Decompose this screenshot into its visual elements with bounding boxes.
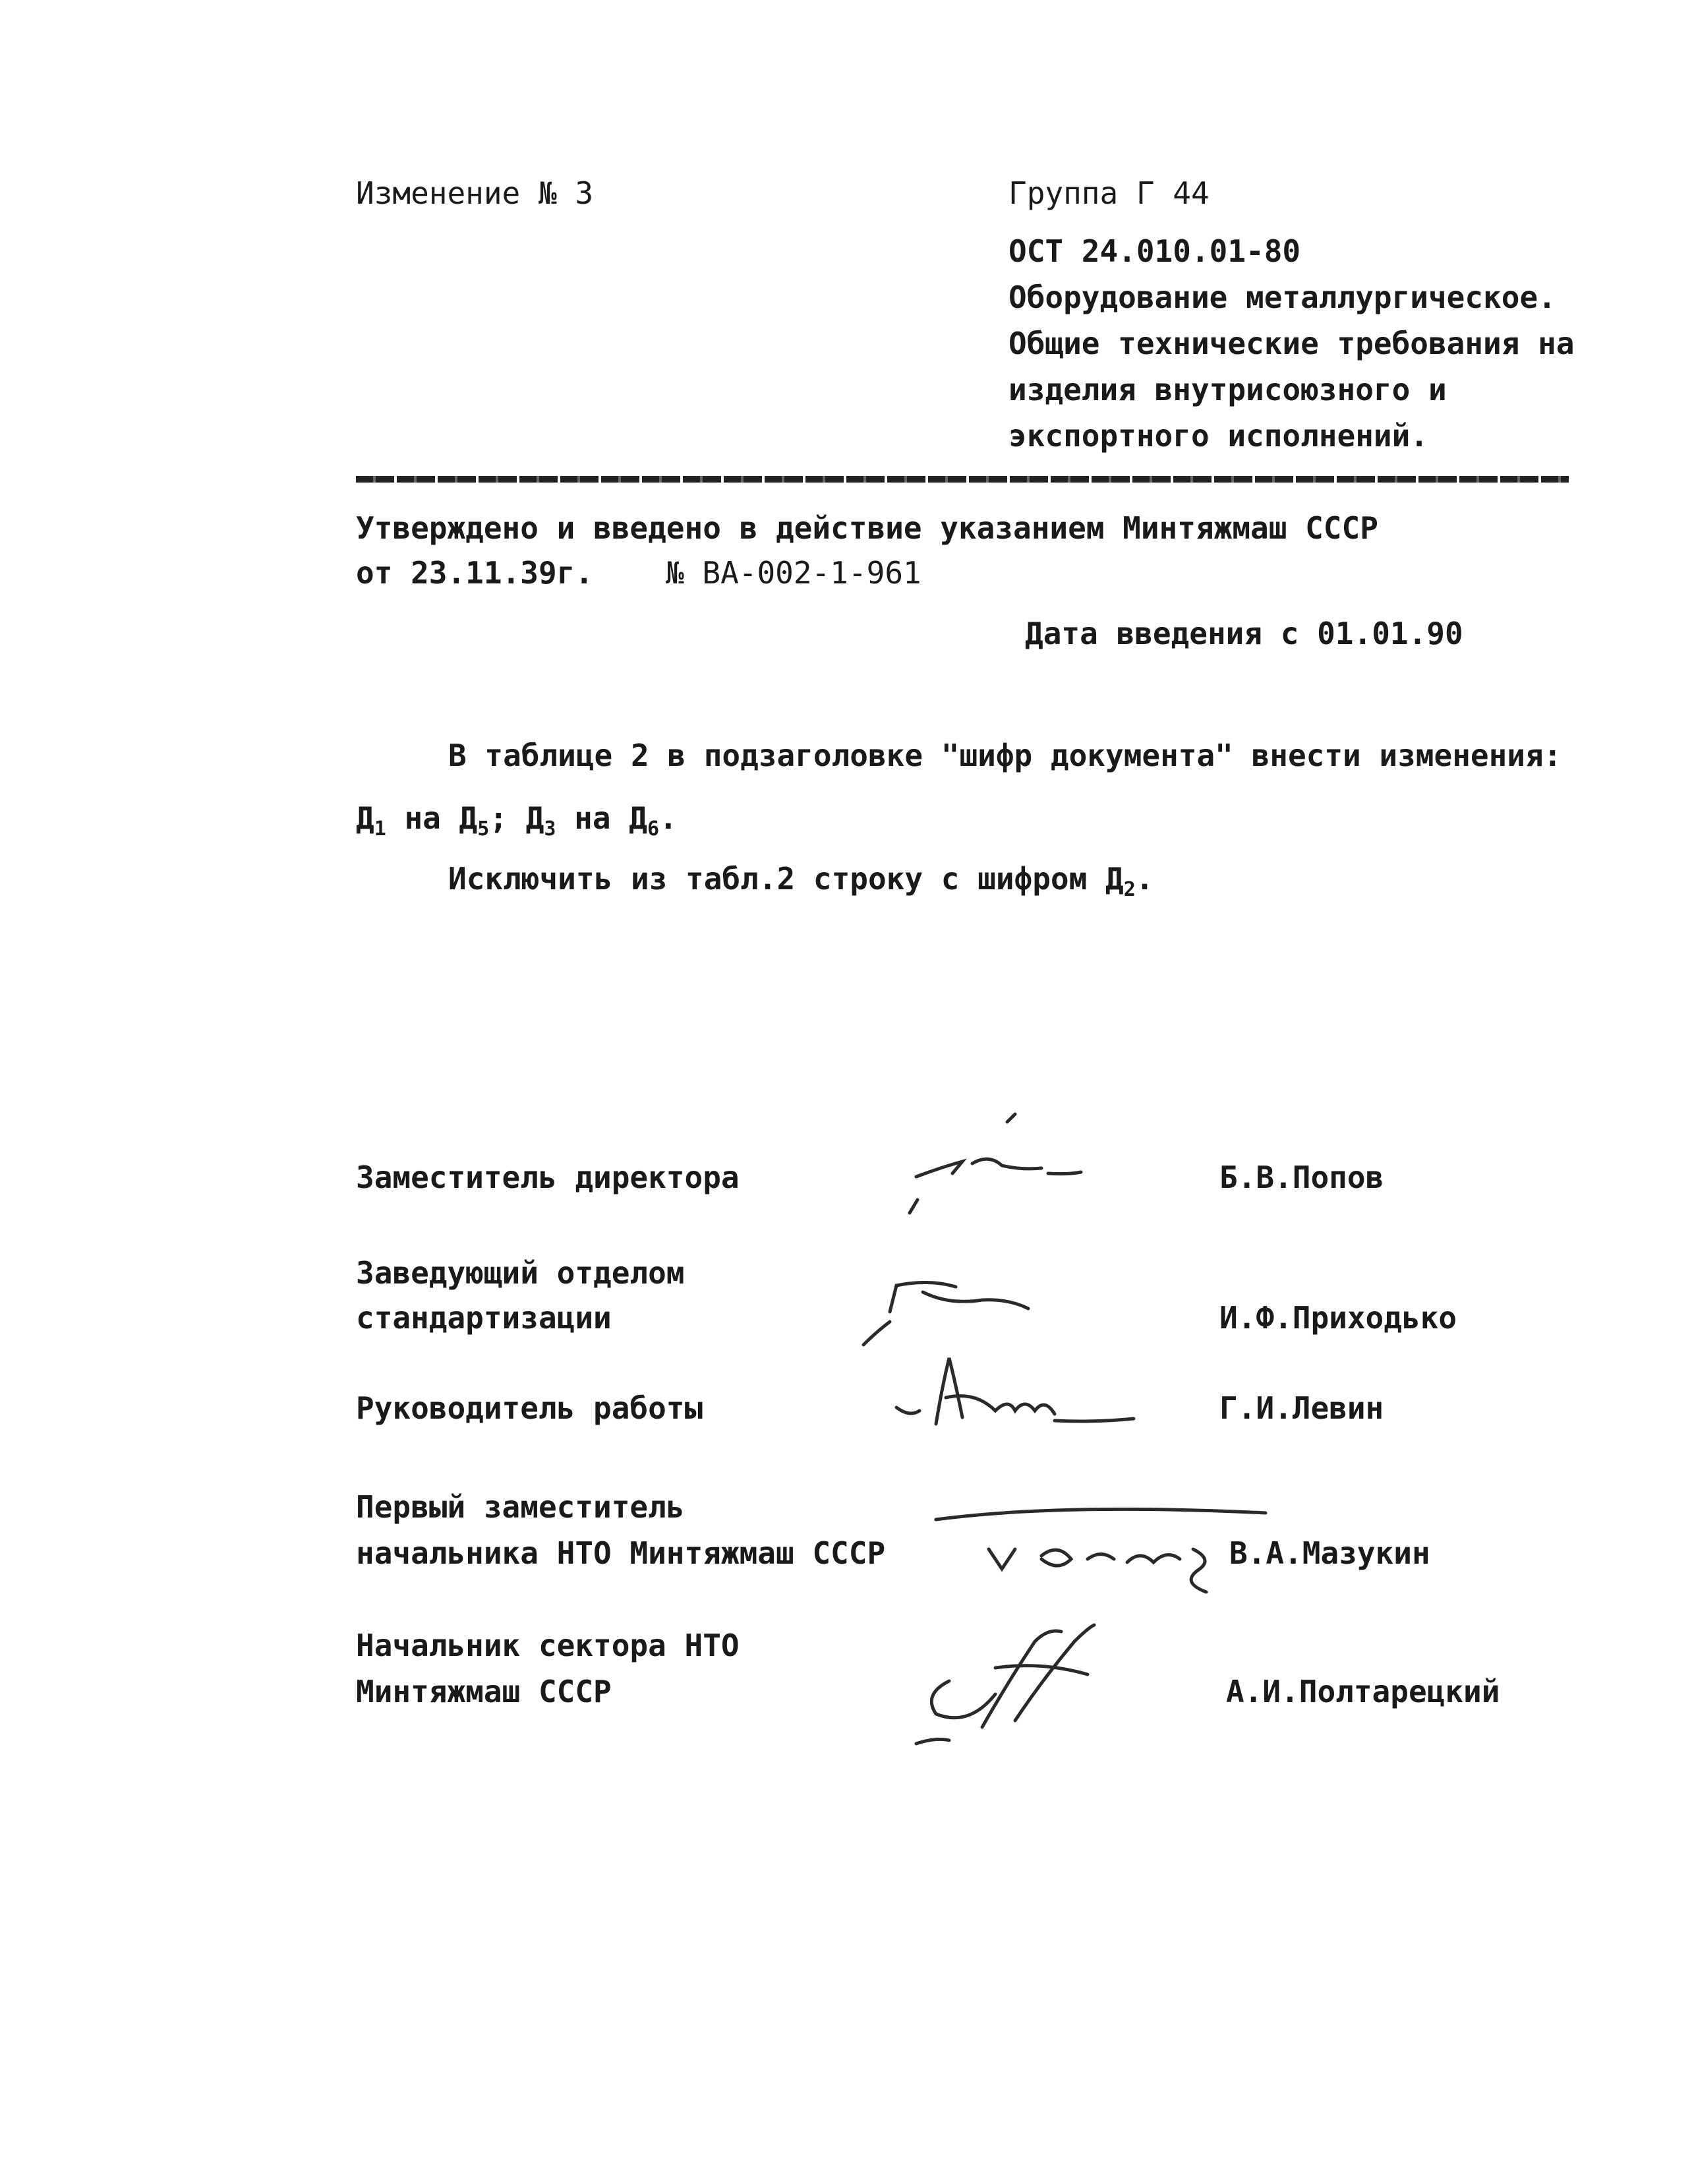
title-line-2: Общие технические требования на	[1008, 326, 1575, 361]
signer-3-name: Г.И.Левин	[1219, 1390, 1384, 1426]
change-paragraph: В таблице 2 в подзаголовке "шифр документа" внести изменения:	[448, 738, 1562, 773]
approval-number: № ВА-002-1-961	[666, 555, 921, 591]
signer-2-position-line-2: стандартизации	[356, 1300, 612, 1336]
approval-line: Утверждено и введено в действие указанием Минтяжмаш СССР	[356, 510, 1378, 546]
signer-5-position-line-1: Начальник сектора НТО	[356, 1628, 740, 1663]
change-replacements: $Д_1$ на $Д_5$; $Д_3$ на $Д_6$.	[356, 800, 678, 841]
signature-1-mark	[883, 1107, 1107, 1220]
signature-3-mark	[883, 1345, 1147, 1444]
effective-date: Дата введения с 01.01.90	[1025, 616, 1463, 651]
signature-4-mark	[929, 1496, 1272, 1602]
appendix-label: Изменение № 3	[356, 175, 594, 211]
approval-date: от 23.11.39г.	[356, 555, 594, 591]
signer-4-name: В.А.Мазукин	[1229, 1535, 1430, 1571]
signer-5-position-line-2: Минтяжмаш СССР	[356, 1674, 612, 1709]
signer-2-position-line-1: Заведующий отделом	[356, 1255, 685, 1291]
signature-5-mark	[896, 1602, 1134, 1754]
signer-5-name: А.И.Полтарецкий	[1226, 1674, 1500, 1709]
group-label: Группа Г 44	[1008, 175, 1210, 211]
title-line-4: экспортного исполнений.	[1008, 418, 1428, 454]
signer-4-position-line-2: начальника НТО Минтяжмаш СССР	[356, 1535, 886, 1571]
signer-1-position: Заместитель директора	[356, 1160, 740, 1195]
signer-3-position: Руководитель работы	[356, 1390, 703, 1426]
title-line-3: изделия внутрисоюзного и	[1008, 372, 1447, 407]
signer-1-name: Б.В.Попов	[1219, 1160, 1384, 1195]
exclude-row-note: Исключить из табл.2 строку с шифром $Д_2$.	[448, 861, 1154, 901]
header-divider	[356, 476, 1569, 483]
title-line-1: Оборудование металлургическое.	[1008, 280, 1556, 315]
standard-code: ОСТ 24.010.01-80	[1008, 233, 1301, 269]
signer-2-name: И.Ф.Приходько	[1219, 1300, 1457, 1336]
signer-4-position-line-1: Первый заместитель	[356, 1489, 685, 1525]
